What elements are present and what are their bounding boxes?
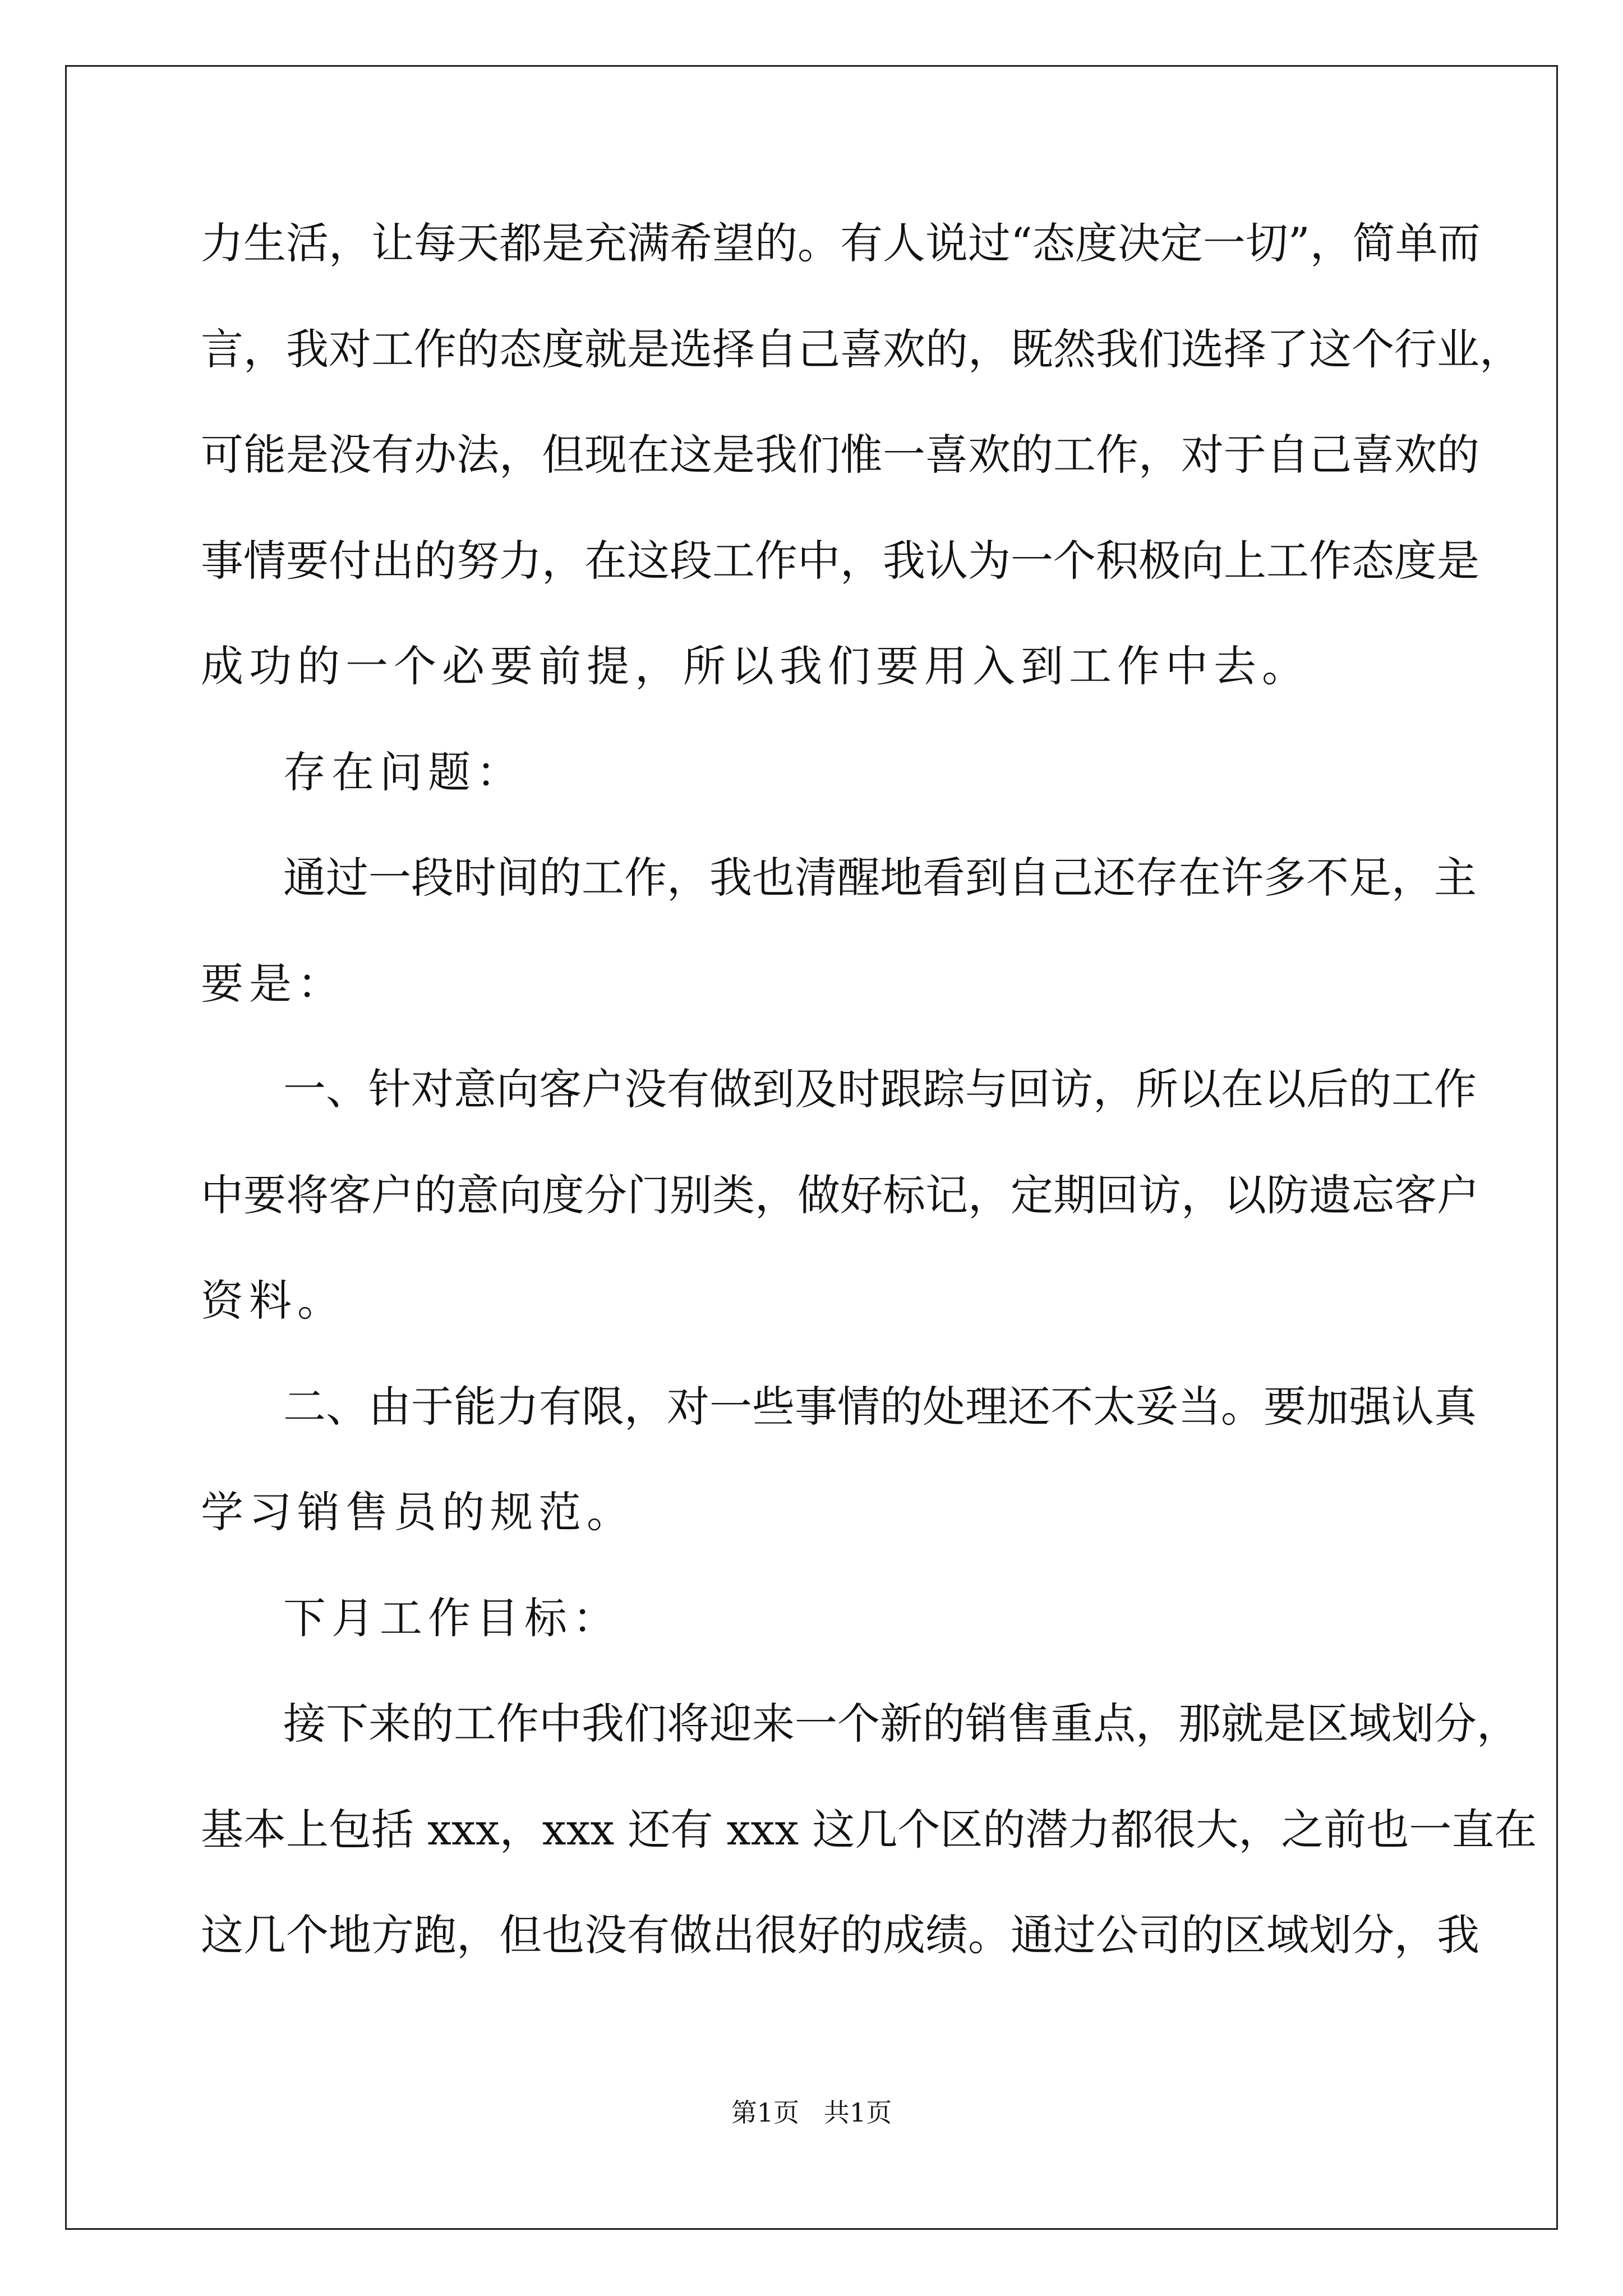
text-line: 事情要付出的努力，在这段工作中，我认为一个积极向上工作态度是 [201,535,1479,586]
text-line: 要是： [201,958,345,1009]
section-heading-next-month-goals: 下月工作目标： [283,1593,621,1643]
text-line: 成功的一个必要前提，所以我们要用入到工作中去。 [201,641,1310,691]
text-line: 接下来的工作中我们将迎来一个新的销售重点，那就是区域划分， [283,1699,1519,1749]
text-line: 二、由于能力有限，对一些事情的处理还不太妥当。要加强认真 [283,1381,1477,1432]
text-line: 中要将客户的意向度分门别类，做好标记，定期回访，以防遗忘客户 [201,1170,1479,1220]
document-body [201,215,1537,2013]
text-line: 资料。 [201,1276,345,1326]
text-line: 通过一段时间的工作，我也清醒地看到自己还存在许多不足，主 [283,853,1477,903]
page-number: 第1页 共1页 [731,2097,892,2128]
text-line: 言，我对工作的态度就是选择自己喜欢的，既然我们选择了这个行业， [201,324,1522,374]
section-heading-problems: 存在问题： [283,747,524,797]
text-line: 一、针对意向客户没有做到及时跟踪与回访，所以在以后的工作 [283,1064,1477,1114]
text-line: 学习销售员的规范。 [201,1487,635,1537]
text-line: 这几个地方跑，但也没有做出很好的成绩。通过公司的区域划分，我 [201,1910,1479,1960]
text-line: 基本上包括 xxx，xxx 还有 xxx 这几个区的潜力都很大，之前也一直在 [201,1804,1537,1855]
text-line: 可能是没有办法，但现在这是我们惟一喜欢的工作，对于自己喜欢的 [201,430,1479,480]
text-line: 力生活，让每天都是充满希望的。有人说过“态度决定一切”，简单而 [201,218,1481,268]
